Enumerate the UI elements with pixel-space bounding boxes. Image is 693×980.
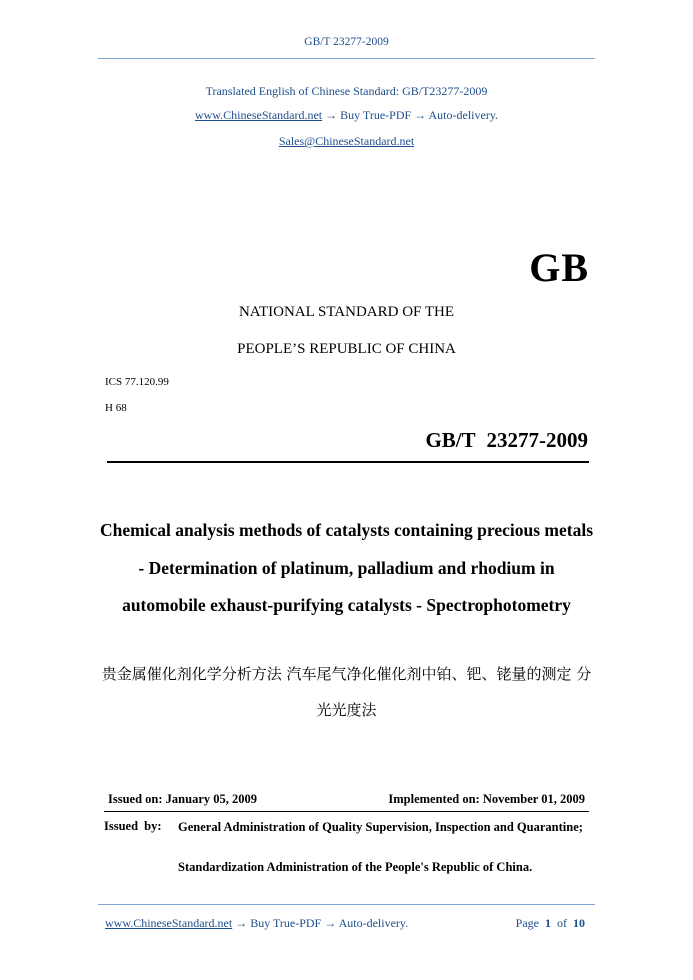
of-word: of [557, 916, 567, 930]
header-divider [98, 58, 595, 59]
arrow-icon: → [411, 108, 429, 122]
translation-notice: Translated English of Chinese Standard: GB/T23277-2009 [205, 84, 488, 98]
standard-number-rule [107, 461, 589, 463]
national-standard-line1: NATIONAL STANDARD OF THE [238, 304, 455, 320]
buy-text: Buy True-PDF [340, 108, 412, 122]
running-header-code: GB/T 23277-2009 [304, 36, 389, 48]
footer-auto-text: Auto-delivery. [338, 916, 409, 930]
national-standard-line2: PEOPLE’S REPUBLIC OF CHINA [237, 341, 456, 357]
arrow-icon: → [321, 916, 339, 930]
issuer-2: Standardization Administration of the People's Republic of China. [178, 860, 533, 874]
dates-rule [104, 811, 589, 812]
chinese-title: 贵金属催化剂化学分析方法 汽车尾气净化催化剂中铂、钯、铑量的测定 分光光度法 [101, 665, 592, 719]
h-code: H 68 [105, 402, 127, 414]
arrow-icon: → [232, 916, 251, 930]
implemented-date: Implemented on: November 01, 2009 [388, 792, 585, 806]
sales-email-link[interactable]: Sales@ChineseStandard.net [278, 134, 415, 148]
ics-code: ICS 77.120.99 [105, 376, 169, 388]
arrow-icon: → [322, 108, 341, 122]
auto-delivery-text: Auto-delivery. [428, 108, 499, 122]
issuer-1: General Administration of Quality Supervision, Inspection and Quarantine; [178, 820, 583, 834]
footer-website-link[interactable]: www.ChineseStandard.net [105, 916, 233, 930]
english-title: Chemical analysis methods of catalysts containing precious metals - Determination of platinum, palladium and rhodium in automobile exhaust-purifying catalysts - Spectrophotometry [99, 520, 594, 615]
issued-date: Issued on: January 05, 2009 [108, 792, 257, 806]
page-number: 1 [545, 916, 551, 930]
page-total: 10 [573, 916, 585, 930]
gb-logo: GB [529, 245, 589, 290]
issued-by-label: Issued by: [104, 819, 162, 833]
footer-buy-text: Buy True-PDF [250, 916, 322, 930]
footer-divider [98, 904, 595, 905]
standard-number: GB/T 23277-2009 [425, 428, 588, 452]
promo-links-line [0, 108, 693, 123]
footer-promo [105, 916, 408, 931]
website-link[interactable]: www.ChineseStandard.net [194, 108, 323, 122]
page-word: Page [515, 916, 539, 930]
page-indicator [516, 916, 585, 931]
